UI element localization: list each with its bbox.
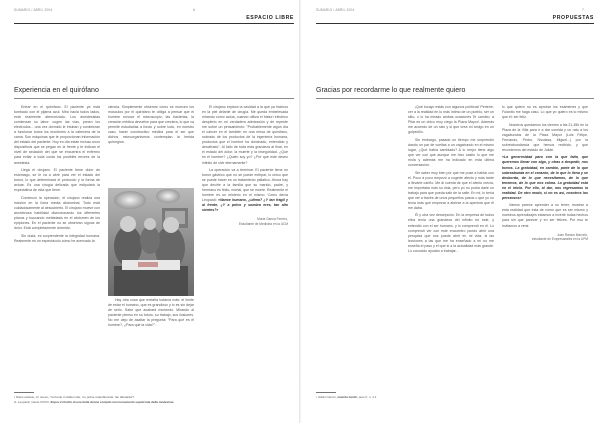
left-column-2-top — [108, 105, 194, 148]
signature-role: estudiante de Empresariales en la UPM — [531, 237, 588, 242]
signature-name: María García Ferrero, — [257, 217, 288, 222]
right-title-rule — [316, 98, 594, 99]
paragraph: Sin embargo, pasado un tiempo me sorprendió dando un par de vueltas a un vagabundo en el mismo lugar, ¿Qué había cambiado? A lo mejor tiene algo que ver con que aunque me hizo casito lo que me mola y además me ha indicado en esta última conversación. — [408, 137, 494, 168]
left-column-3 — [202, 105, 288, 227]
right-signature — [502, 233, 588, 242]
footnote-rule — [316, 392, 336, 393]
paragraph: Sin duda, es sorprendente la integridad humana. Realmente es un espectáculo cómo he acercado la — [14, 233, 100, 243]
left-signature — [202, 217, 288, 226]
right-page — [300, 0, 600, 423]
paragraph: Comienzo la operación, el cirujano realiza una incisión en la línea media abdominal. Todo está cuidadosamente al descubierto. El cirujano mueve con asombrosa habilidad diseccionando los diferentes planos y buscando metástasis en el abdomen de los epiplones. En el paciente no se observan signos de dolor. Está completamente dormido. — [14, 195, 100, 231]
paragraph — [202, 168, 288, 213]
footnote-suffix: pero II, n. 1.1 — [357, 395, 377, 399]
footnote-rule — [14, 392, 34, 393]
paragraph: Nosotros quedamos los viernes a las 21,45h en la Plaza de la Villa para ir a dar comida y un rato a los vagabundos de la Plaza Mayor (Luis Felipe, Fernando, Pedro, Nicolasa, Miguel...) por la sobreabundancia que hemos recibido, y que recordemos del estado de Julián. — [502, 122, 588, 152]
left-header-rule — [14, 23, 294, 24]
paragraph: Entrar en el quirófano. El paciente ya está tumbado con el pijama azul. Mira hacia todos lados, está realmente atemorizado. Los anestesistas comienzan su labor: cogen las vías, ponen los electrodos... una vez dormido le intuban y comienzan a funcionar todos los monitores a la cabecera de la cama. Son máquinas que te proporcionan información del estado del paciente. Hoy en día están incluso unos dispositivos que se pegan en la frente y te indican el nivel de sedación del que se encuentra el enfermo para evitar a toda costa los posibles errores de la anestesia. — [14, 105, 100, 165]
right-section-title: PROPUESTAS — [552, 15, 594, 21]
paragraph: Vamos parece aprender a no tener, mostrar a esta realidad que esta de cómo que es ser mismo y nuestros aprendizajes estamos a invertir todas hechos para sin que parecer y en ser felices. Por eso te invitamos a venir. — [502, 203, 588, 228]
gratuidad-quote: «La generosidad para con la que falta, que queremos llenar con algo, y otras a despedir, nos tomos. La gratuidad, en cambio, parte de lo que sobreabunda en el corazón, de lo que lo llena y se desborda, de lo que necesitamos, de lo que tenemos, de lo que nos colma. La gratuidad está en el inicio. Por ello, al dar, nos regresamos la realidad. De otro modo, si no es así, nosotros los perezosos» — [502, 155, 588, 200]
footnote-2-prefix: G. Leopardi, Canto XXXIV, — [14, 399, 50, 404]
surgery-photo — [108, 188, 194, 296]
right-header-meta: SUMARIO / ABRIL 2004 — [316, 8, 355, 12]
footnote-prefix: ¹ Julián Carrón, — [316, 395, 337, 399]
leopardi-quote: «Nance humano, ¿últmo? ¿Y tan frágil y al frente, ¿Y a polvo y sombra eres, tan alto sientes?» — [202, 198, 288, 213]
signature-role: Estudiante de Medicina en la UCM — [238, 222, 288, 227]
paragraph: El cirujano explora la cavidad a la que ya hicimos en la piel delante de cirugía. Me queda embelesada mirando cómo actúa, cuando utiliza el bisturí eléctrico despierto en mí verdadera admiración y de repente me sobre un pensamiento: "Probablemente algún día el cáncer en el también en una mesa de quirófano, rodeado de los productos de la ingeniería humana, productos que el hombre ha dominado, entendido y descifrado". Al fallo de toda esta grandeza al final, en el estado del dolor, la muerte y la inseguridad. ¿Qué es el hombre? ¿Quién soy yo? ¿Por qué este deseo infinito de vivir eternamente? — [202, 105, 288, 165]
paragraph: Hay otra cosa que extraña todavía más: el límite de estar el humano, que es grandioso y lo es sin dejar de serlo. Sabe que acabará muriendo. Mirando al paciente pienso en su futuro, su trabajo, sus ilusiones. No me dejo de asaltar la pregunta: "Para qué es el hombre?, ¿Para qué la vida?". — [108, 298, 194, 328]
footnote-title: mamita fundir, — [336, 395, 358, 399]
footnote-1 — [316, 395, 594, 400]
footnote-1: ¹ Nulus estatus, oir nuevo, / la frente in tabla nube, / le pobre retamblenciar, tan fabulador? — [14, 395, 135, 399]
paragraph: ¡Qué tocayo estás con algunos políticos! Pertenecer a la realidad en lo más íntimo de un pueblo, ser un sitio, o lo ha mirado ambas ocasiones Te cambio, a Pilar es un chico muy ciego la Plaza Mayor!. Además me acuerdo de un rato y si que crea mi amigo en un golpecillo. — [408, 105, 494, 135]
right-column-2 — [502, 105, 588, 242]
paragraph-text: La operación va a terminar. El paciente tiene un tumor gástrico que no se puede extirpar, lo único que se puede hacer es un tratamiento paliativo. Ahora hay que decirle a la familia que su marido, padre, y hermano es finito, mortal, que se muere. Realmente el hombre es un misterio en el mismo. Como decía Leopardi: — [202, 168, 288, 203]
paragraph: Sin saber muy bien por qué me puse a hablar con él. Poco a poco empezó a cogerte afecto y más tarde a llevarte cariño. Me di cuenta de que el afecto crecía, me importaba más su vida, pero yo no podía darle un trabajo para que pueda salir de la calle. En mí, lo tenía que ver a través de unos pequeños pasos o que yo no tenía más que empezar a abrirse a la apertura que él me daba. — [408, 170, 494, 210]
paragraph: lo que quiero no es aprobar los exámenes y que Fulanito me haga caso. Lo que yo quiero es lo mismo que él: ser feliz. — [502, 105, 588, 120]
left-header-meta: SUMARIO / ABRIL 2004 — [14, 8, 53, 12]
left-article-title: Experiencia en el quirófano — [14, 87, 99, 94]
footnote-2-title: Sopra il ritratto di una bella donna scolpito nel monumento sepolcrale della medesima — [49, 399, 174, 404]
right-footnotes — [316, 395, 594, 400]
right-article-title: Gracias por recordarme lo que realmente quiero — [316, 87, 466, 94]
left-page-number: 6 — [193, 8, 195, 12]
left-section-title: ESPACIO LIBRE — [246, 15, 294, 21]
footnote-2 — [14, 400, 294, 405]
left-footnotes — [14, 395, 294, 404]
right-column-1 — [408, 105, 494, 256]
signature-name: Juan Ramos Marcelo, — [556, 232, 588, 237]
paragraph: Llega el cirujano. El paciente tiene dolor de estómago, se le va a abrir para ver el estado del tumor, lo que determinará el protocolo y la forma de actuar. Es una cirugía delicada que estipulará la expectativa de vida que tiene. — [14, 168, 100, 193]
right-header-rule — [316, 23, 594, 24]
left-column-1 — [14, 105, 100, 246]
paragraph: Él y otra vez descripción. En la empresa de todos ellos tenía una grandeza del infinito en este, y entendió con el ser humano, y lo comprendí en él. Lo comprendí ver con este encuentro puedo abrir una pesquisa que nos puede abrir en mi vida, si las lecciones a las que me ha enseñado a mí no me enseña el paso y el que sí a la actualidad más grande. Lo conocido ayudan a trabajar... — [408, 213, 494, 253]
left-title-rule — [14, 98, 294, 99]
right-page-number: 7 — [582, 8, 584, 12]
photo-caption-column — [108, 298, 194, 331]
paragraph: ciencia. Simplemente observar cómo se mueven los músculos por el quirófano te obliga a pensar que el hombre conoce el microscopio, las bacterias, la creación médica devuelve para que creciera, lo que va permitir estudiarlas a fondo y sobre todo, en nuestro caso, hacer constructivo médica para el ser que dichos microorganismos contemplan la herida quirúrgica. — [108, 105, 194, 145]
